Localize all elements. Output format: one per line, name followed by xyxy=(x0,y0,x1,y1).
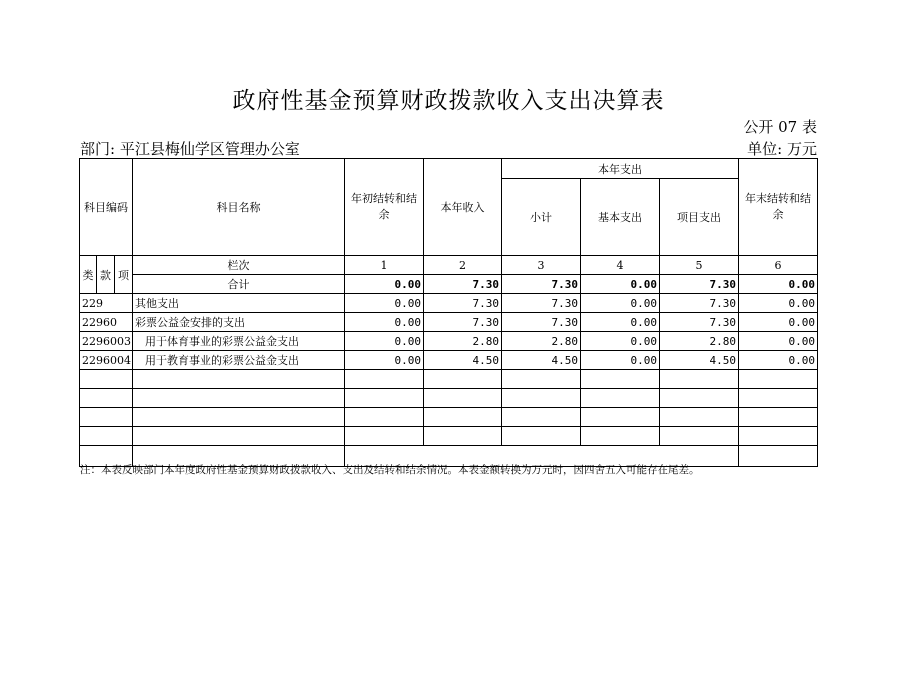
table-row xyxy=(80,351,818,370)
budget-table xyxy=(79,158,818,467)
header-lei: 类 xyxy=(80,256,97,294)
row-code: 22960 xyxy=(80,313,133,332)
total-value: 0.00 xyxy=(345,275,424,294)
empty-row xyxy=(80,370,818,389)
header-code: 科目编码 xyxy=(80,159,133,256)
header-xiang: 项 xyxy=(115,256,133,294)
row-name: 彩票公益金安排的支出 xyxy=(133,313,345,332)
row-code: 2296004 xyxy=(80,351,133,370)
row-value: 0.00 xyxy=(739,313,818,332)
row-value: 0.00 xyxy=(739,294,818,313)
total-value: 7.30 xyxy=(502,275,581,294)
header-kuan: 款 xyxy=(97,256,115,294)
row-code: 229 xyxy=(80,294,133,313)
row-value: 7.30 xyxy=(502,294,581,313)
row-value: 4.50 xyxy=(424,351,502,370)
row-value: 0.00 xyxy=(345,351,424,370)
total-value: 0.00 xyxy=(581,275,660,294)
column-number-row xyxy=(80,256,818,275)
empty-row xyxy=(80,389,818,408)
row-value: 7.30 xyxy=(424,294,502,313)
column-number: 4 xyxy=(581,256,660,275)
row-value: 0.00 xyxy=(581,351,660,370)
row-value: 0.00 xyxy=(581,294,660,313)
table-row xyxy=(80,332,818,351)
column-number: 3 xyxy=(502,256,581,275)
unit-label: 单位: 万元 xyxy=(747,140,817,158)
column-number: 2 xyxy=(424,256,502,275)
header-row-1 xyxy=(80,159,818,179)
row-value: 7.30 xyxy=(660,294,739,313)
table-row xyxy=(80,294,818,313)
row-value: 7.30 xyxy=(660,313,739,332)
row-value: 0.00 xyxy=(581,313,660,332)
total-value: 7.30 xyxy=(424,275,502,294)
row-name: 其他支出 xyxy=(133,294,345,313)
row-value: 0.00 xyxy=(739,332,818,351)
row-value: 2.80 xyxy=(502,332,581,351)
column-number: 6 xyxy=(739,256,818,275)
header-name: 科目名称 xyxy=(133,159,345,256)
page-title: 政府性基金预算财政拨款收入支出决算表 xyxy=(232,88,665,114)
row-code: 2296003 xyxy=(80,332,133,351)
total-value: 7.30 xyxy=(660,275,739,294)
column-number: 1 xyxy=(345,256,424,275)
empty-row xyxy=(80,408,818,427)
department-label: 部门: 平江县梅仙学区管理办公室 xyxy=(80,140,300,158)
row-value: 7.30 xyxy=(502,313,581,332)
row-value: 7.30 xyxy=(424,313,502,332)
row-value: 0.00 xyxy=(739,351,818,370)
total-row xyxy=(80,275,818,294)
form-number: 公开 07 表 xyxy=(743,118,817,136)
row-name: 用于体育事业的彩票公益金支出 xyxy=(133,332,345,351)
total-label: 合计 xyxy=(133,275,345,294)
footnote: 注：本表反映部门本年度政府性基金预算财政拨款收入、支出及结转和结余情况。本表金额转换为万元时，因四舍五入可能存在尾差。 xyxy=(80,464,700,476)
row-name: 用于教育事业的彩票公益金支出 xyxy=(133,351,345,370)
header-begin-balance: 年初结转和结余 xyxy=(345,159,424,256)
header-basic: 基本支出 xyxy=(581,179,660,256)
header-project: 项目支出 xyxy=(660,179,739,256)
row-value: 0.00 xyxy=(345,294,424,313)
row-value: 2.80 xyxy=(424,332,502,351)
header-income: 本年收入 xyxy=(424,159,502,256)
empty-row xyxy=(80,427,818,446)
row-value: 4.50 xyxy=(502,351,581,370)
column-number: 5 xyxy=(660,256,739,275)
header-end-balance: 年末结转和结余 xyxy=(739,159,818,256)
table-row xyxy=(80,313,818,332)
total-value: 0.00 xyxy=(739,275,818,294)
row-value: 4.50 xyxy=(660,351,739,370)
column-label: 栏次 xyxy=(133,256,345,275)
header-expenditure-group: 本年支出 xyxy=(502,159,739,179)
header-subtotal: 小计 xyxy=(502,179,581,256)
row-value: 2.80 xyxy=(660,332,739,351)
row-value: 0.00 xyxy=(345,313,424,332)
row-value: 0.00 xyxy=(345,332,424,351)
row-value: 0.00 xyxy=(581,332,660,351)
